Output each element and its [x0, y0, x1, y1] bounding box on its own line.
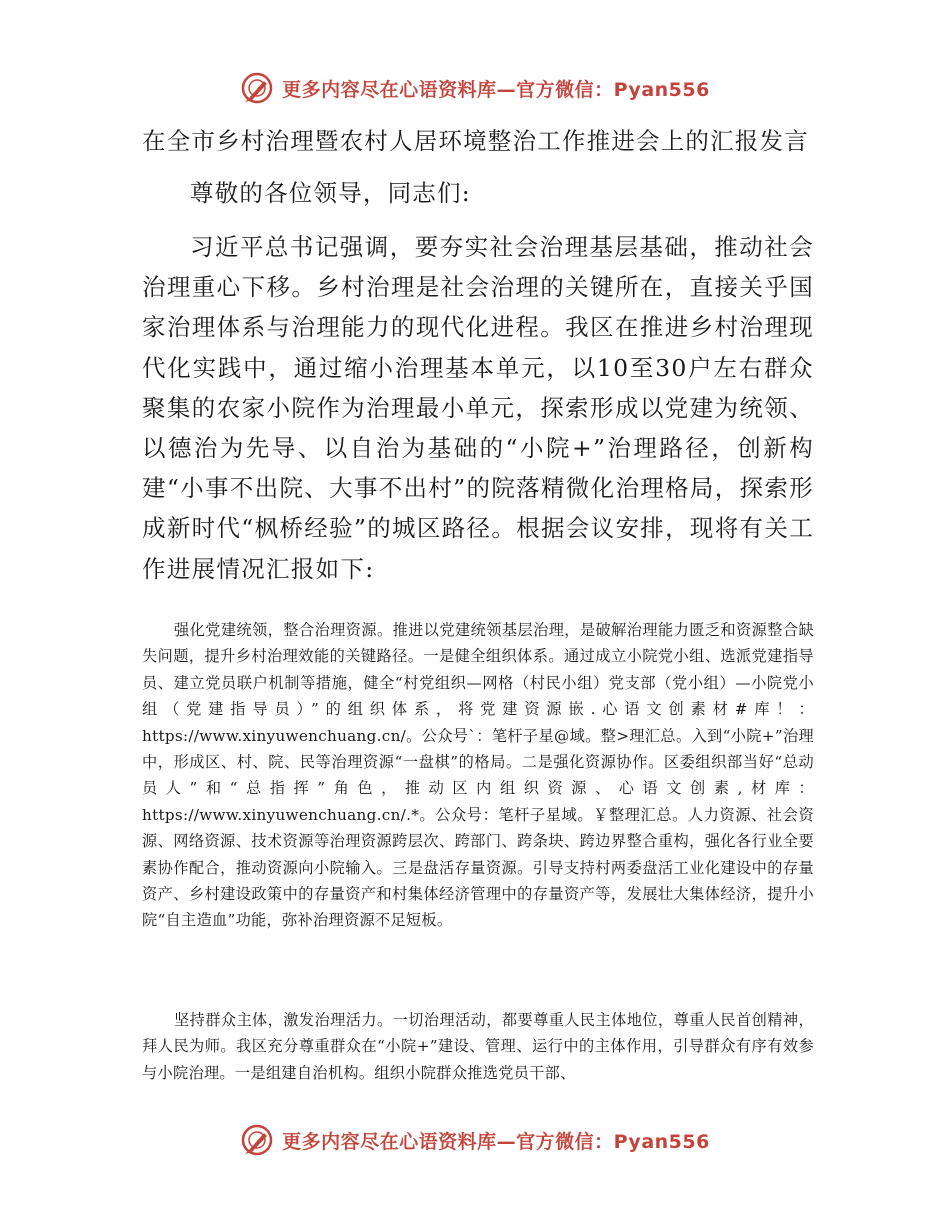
- intro-paragraph: 习近平总书记强调，要夯实社会治理基层基础，推动社会治理重心下移。乡村治理是社会治理的关键所在，直接关乎国家治理体系与治理能力的现代化进程。我区在推进乡村治理现代化实践中，通过缩小治理基本单元，以10至30户左右群众聚集的农家小院作为治理最小单元，探索形成以党建为统领、以德治为先导、以自治为基础的“小院+”治理路径，创新构建“小事不出院、大事不出村”的院落精微化治理格局，探索形成新时代“枫桥经验”的城区路径。根据会议安排，现将有关工作进展情况汇报如下:: [142, 233, 814, 583]
- document-title: 在全市乡村治理暨农村人居环境整治工作推进会上的汇报发言: [142, 127, 809, 155]
- header-watermark: [0, 66, 950, 110]
- watermark-text: 更多内容尽在心语资料库—官方微信：Pyan556: [282, 1130, 710, 1153]
- section-paragraph-party-building: 强化党建统领，整合治理资源。推进以党建统领基层治理，是破解治理能力匮乏和资源整合缺失问题，提升乡村治理效能的关键路径。一是健全组织体系。通过成立小院党小组、选派党建指导员、建立党员联户机制等措施，健全“村党组织—网格（村民小组）党支部（党小组）—小院党小组（党建指导员）”的组织体系，将党建资源嵌.心语文创素材#库！：https://www.xinyuwenchuang.cn/。公众号`：笔杆子星@域。整>理汇总。入到“小院+”治理中，形成区、村、院、民等治理资源“一盘棋”的格局。二是强化资源协作。区委组织部当好“总动员人”和“总指挥”角色，推动区内组织资源、心语文创素,材库：https://www.xinyuwenchuang.cn/.*。公众号：笔杆子星域。￥整理汇总。人力资源、社会资源、网络资源、技术资源等治理资源跨层次、跨部门、跨条块、跨边界整合重构，强化各行业全要素协作配合，推动资源向小院输入。三是盘活存量资源。引导支持村两委盘活工业化建设中的存量资产、乡村建设政策中的存量资产和村集体经济管理中的存量资产等，发展壮大集体经济，提升小院“自主造血”功能，弥补治理资源不足短板。: [142, 621, 814, 930]
- watermark-text: 更多内容尽在心语资料库—官方微信：Pyan556: [282, 78, 710, 101]
- pen-logo-icon: [240, 1123, 274, 1157]
- salutation: 尊敬的各位领导，同志们:: [190, 179, 471, 207]
- footer-watermark: [0, 1118, 950, 1162]
- section-paragraph-mass-participation: 坚持群众主体，激发治理活力。一切治理活动，都要尊重人民主体地位，尊重人民首创精神，拜人民为师。我区充分尊重群众在“小院+”建设、管理、运行中的主体作用，引导群众有序有效参与小院治理。一是组建自治机构。组织小院群众推选党员干部、: [142, 1011, 814, 1082]
- pen-logo-icon: [240, 71, 274, 105]
